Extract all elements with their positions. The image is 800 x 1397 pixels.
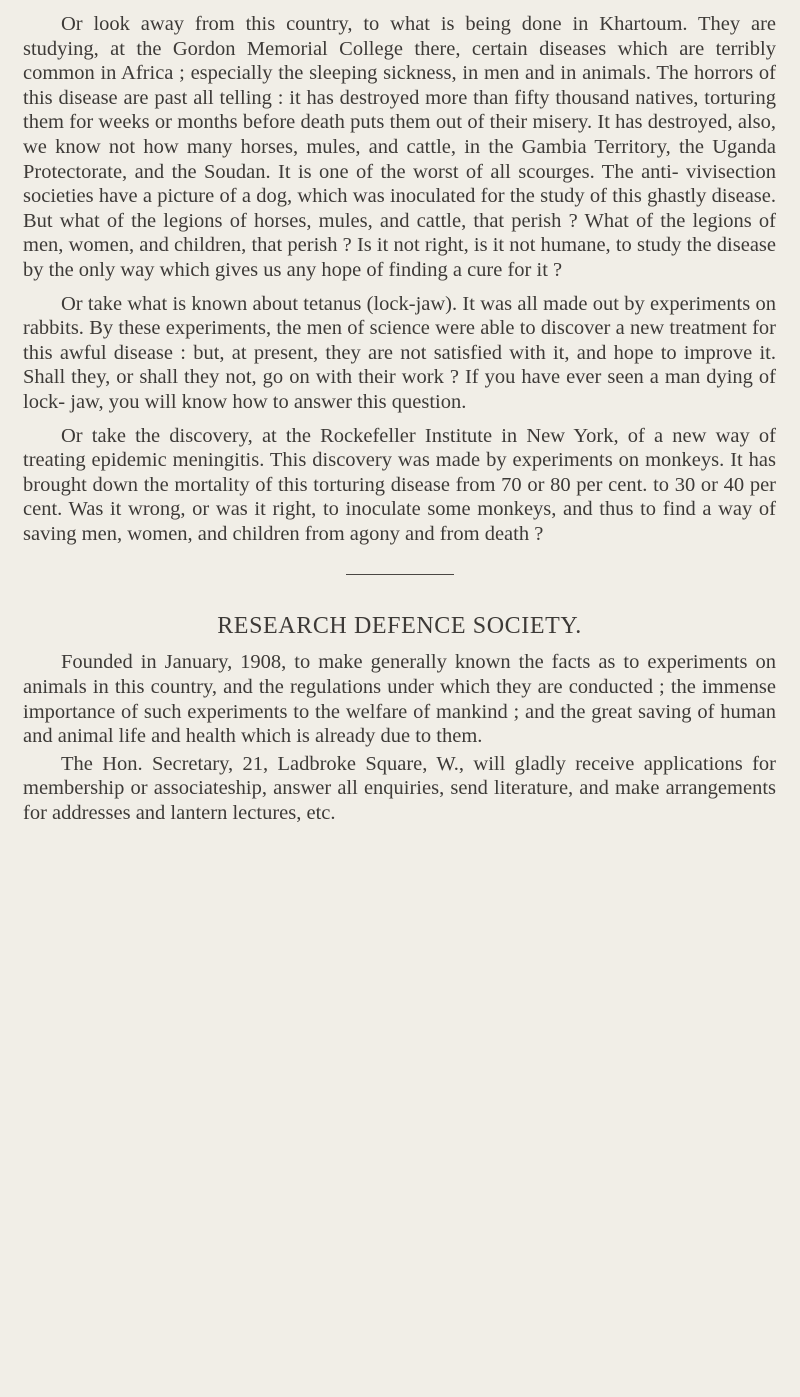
paragraph-meningitis: Or take the discovery, at the Rockefeller Institute in New York, of a new way of treating epidemic meningitis. This discovery was made by experiments on monkeys. It has brought down the mortality of this torturing disease from 70 or 80 per cent. to 30 or 40 per cent. Was it wrong, or was it right, to inoculate some monkeys, and thus to find a way of saving men, women, and children from agony and from death ? <box>23 424 776 545</box>
article-body <box>23 12 776 546</box>
paragraph-society-founding: Founded in January, 1908, to make generally known the facts as to experiments on animals in this country, and the regulations under which they are conducted ; the immense importance of such experiments to the welfare of mankind ; and the great saving of human and animal life and health which is already due to them. <box>23 651 776 748</box>
society-body <box>23 650 776 825</box>
paragraph-tetanus: Or take what is known about tetanus (lock-jaw). It was all made out by experiments on rabbits. By these experiments, the men of science were able to discover a new treatment for this awful disease : but, at present, they are not satisfied with it, and hope to improve it. Shall they, or shall they not, go on with their work ? If you have ever seen a man dying of lock- jaw, you will know how to answer this question. <box>23 292 776 413</box>
society-heading: RESEARCH DEFENCE SOCIETY. <box>217 613 582 640</box>
paragraph-khartoum: Or look away from this country, to what is being done in Khartoum. They are studying, at the Gordon Memorial College there, certain diseases which are terribly common in Africa ; especially the sleeping sickness, in men and in animals. The horrors of this disease are past all telling : it has destroyed more than fifty thousand natives, torturing them for weeks or months before death puts them out of their misery. It has destroyed, also, we know not how many horses, mules, and cattle, in the Gambia Territory, the Uganda Protectorate, and the Soudan. It is one of the worst of all scourges. The anti- vivisection societies have a picture of a dog, which was inoculated for the study of this ghastly disease. But what of the legions of horses, mules, and cattle, that perish ? What of the legions of men, women, and children, that perish ? Is it not right, is it not humane, to study the disease by the only way which gives us any hope of finding a cure for it ? <box>23 13 776 281</box>
section-divider <box>346 574 454 575</box>
paragraph-society-secretary: The Hon. Secretary, 21, Ladbroke Square, W., will gladly receive applications for membership or associateship, answer all enquiries, send literature, and make arrangements for addresses and lantern lectures, etc. <box>23 752 776 825</box>
